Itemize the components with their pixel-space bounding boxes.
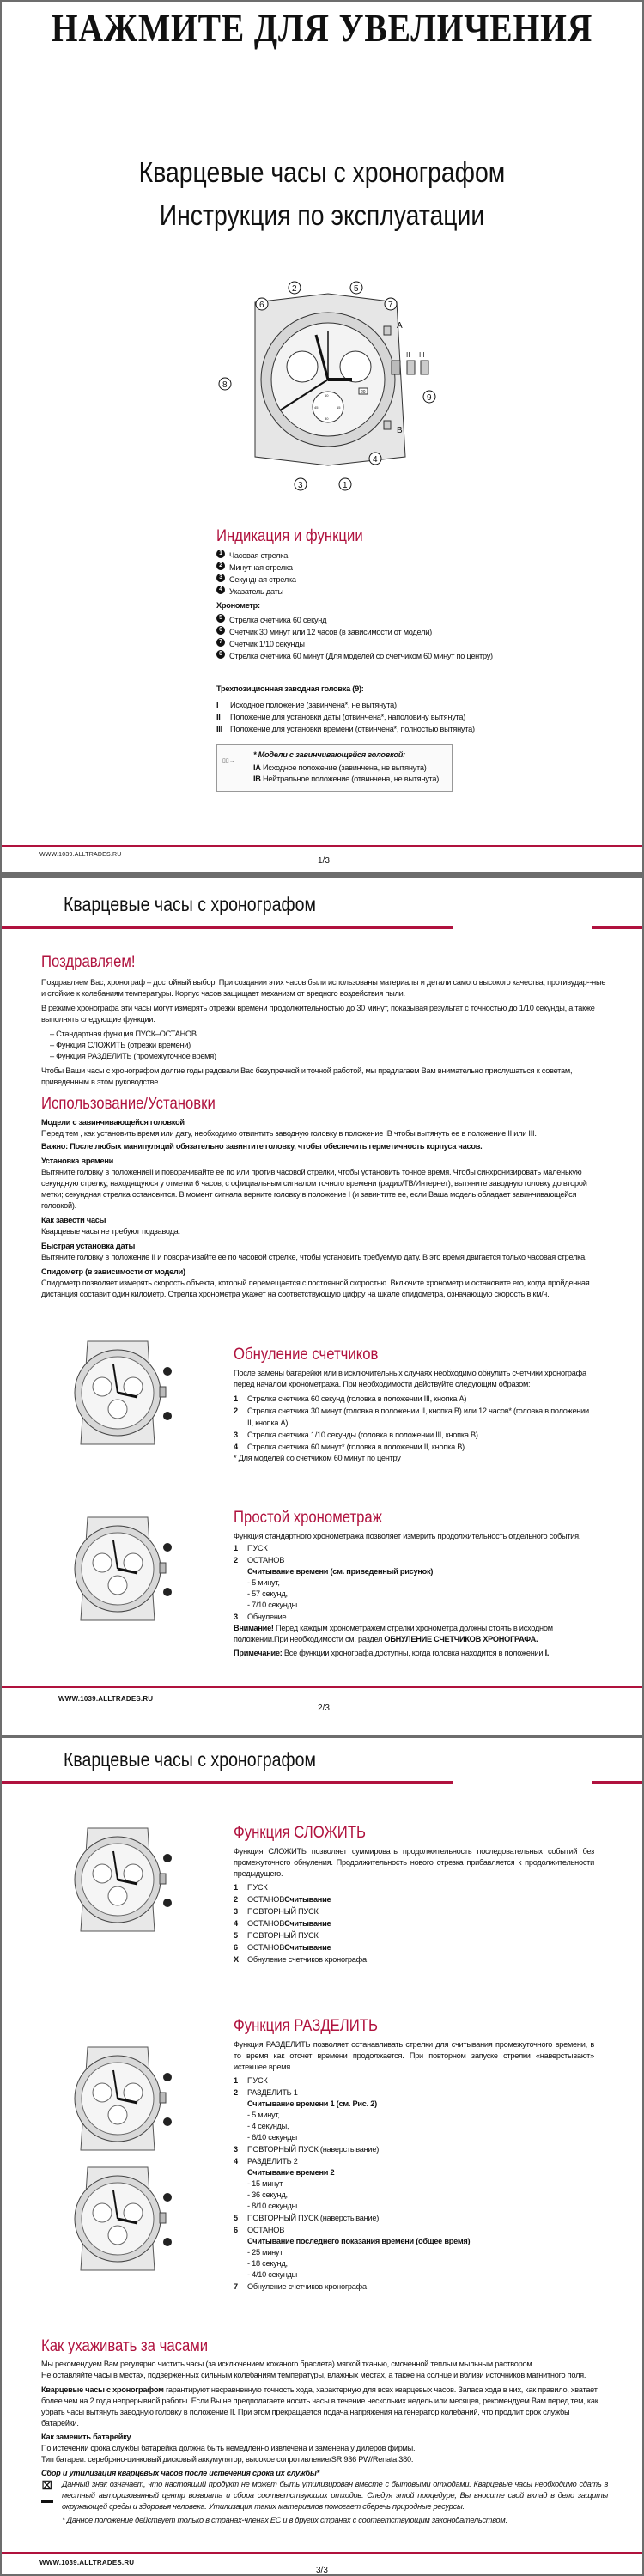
list-item: [216, 550, 543, 562]
footer-line: [2, 845, 642, 847]
crossed-bin-icon: ⊠: [41, 2479, 57, 2512]
item-number: 2: [234, 2088, 238, 2097]
list-item: [234, 1554, 594, 1566]
chrono-label: Хронометр:: [216, 601, 260, 610]
congrats-p1: Поздравляем Вас, хронограф – достойный выбор. При создании этих часов были использованы материалы и детали самого высокого качества, противудар--ные и стойкие к колебаниям температуры. Корпус часов защищает механизм от вредного воздействия пыли.: [41, 978, 606, 998]
item-number: II: [216, 713, 221, 721]
reading-block: [247, 2167, 594, 2212]
list-item: [234, 2143, 594, 2155]
list-item: [234, 1917, 594, 1929]
reading-value: - 4 секунды,: [247, 2122, 289, 2130]
item-number: 4: [234, 2157, 238, 2166]
list-item: [234, 1542, 594, 1554]
label-a: A: [397, 321, 403, 331]
item-number: 5: [216, 614, 225, 623]
list-item: [234, 1941, 594, 1953]
note-ib: IB Нейтральное положение (отвинчена, не вытянута): [253, 775, 440, 783]
header-bar-right: [592, 1781, 642, 1784]
page-2: [2, 878, 642, 1735]
item-text: Исходное положение (завинчена*, не вытянута): [230, 701, 397, 709]
list-item: [216, 614, 560, 626]
item-number: I: [216, 701, 219, 709]
item-number: 3: [234, 1907, 238, 1916]
item-number: 7: [216, 638, 225, 647]
simple-section: [234, 1509, 594, 1659]
item-number: 5: [234, 1931, 238, 1940]
item-number: 1: [234, 1544, 238, 1552]
reset-title: Обнуление счетчиков: [234, 1346, 379, 1364]
header-bar-right: [592, 926, 642, 929]
function-item: – Стандартная функция ПУСК–ОСТАНОВ: [50, 1030, 197, 1038]
step-row: 3 Обнуление: [234, 1613, 287, 1621]
svg-text:30: 30: [325, 416, 329, 421]
list-item: [216, 626, 560, 638]
reading-label: Считывание: [284, 1943, 331, 1952]
list-item: [234, 1429, 594, 1441]
crown-positions-icon: ▯▯→: [222, 758, 235, 764]
reading-value: - 57 секунд,: [247, 1589, 288, 1598]
page-header: Кварцевые часы с хронографом: [64, 893, 316, 915]
watch-illustration-simple: [53, 1513, 182, 1629]
item-number: 2: [234, 1895, 238, 1904]
date-title: Быстрая установка даты: [41, 1242, 136, 1250]
item-text: ПОВТОРНЫЙ ПУСК (наверстывание): [247, 2145, 380, 2154]
item-number: III: [216, 725, 222, 733]
label-2: 2: [292, 284, 297, 294]
time-text: Вытяните головку в положениеII и поворачивайте ее по или против часовой стрелки, чтобы установить точное время. Чтобы синхронизировать маленькую секундную стрелку, находящуюся у отметки 6 часов, с официальным сигналом точного времени (радио/ТВ/Интернет), вытяните заводную головку до второй метки; секундная стрелка остановится. В момент сигнала верните головку в положение I (и завинтите ее, если Ваша модель обладает завинчивающейся головкой).: [41, 1168, 587, 1210]
hands-list: [216, 550, 543, 598]
remark-text: Примечание: Все функции хронографа доступны, когда головка находится в положении I.: [234, 1649, 550, 1657]
list-item: [234, 1929, 594, 1941]
list-item: [234, 1953, 594, 1965]
footer-line: [2, 2552, 642, 2554]
item-number: X: [234, 1955, 239, 1964]
chrono-list: [216, 614, 560, 662]
page-number: 1/3: [318, 856, 330, 866]
item-number: 2: [234, 1406, 238, 1415]
list-item: [216, 562, 543, 574]
item-text: Секундная стрелка: [229, 575, 296, 584]
split-section: [234, 2017, 594, 2293]
label-3: 3: [298, 481, 303, 490]
reading-title: Считывание времени 1 (см. Рис. 2): [247, 2099, 377, 2108]
add-section: [234, 1824, 594, 1965]
congrats-p2: В режиме хронографа эти часы могут измерять отрезки времени продолжительностью до 30 минут, показывая результат с точностью до 1/10 секунды, а также выполнять следующие функции:: [41, 1004, 595, 1024]
list-item: [234, 2075, 594, 2087]
label-pos3: III: [419, 351, 425, 359]
simple-title: Простой хронометраж: [234, 1509, 382, 1527]
item-text: Стрелка счетчика 60 минут* (головка в положении II, кнопка B): [247, 1443, 465, 1451]
reset-steps: [234, 1393, 594, 1453]
label-7: 7: [388, 301, 393, 310]
item-number: 5: [234, 2214, 238, 2222]
item-text: ПУСК: [247, 1883, 268, 1892]
add-text: Функция СЛОЖИТЬ позволяет суммировать продолжительность последовательных событий без промежуточного обнуления. Продолжительность нового отрезка прибавляется к продолжительности предыдущего.: [234, 1847, 594, 1878]
item-text: РАЗДЕЛИТЬ 2: [247, 2157, 298, 2166]
reading-value: - 7/10 секунды: [247, 1601, 298, 1609]
svg-text:60: 60: [325, 393, 329, 398]
subdial-30min: [287, 351, 318, 382]
watch-diagram: [208, 259, 448, 500]
watch-illustration-split-1: [53, 2043, 182, 2159]
watch-drawing: [53, 1337, 182, 1449]
item-number: 4: [234, 1443, 238, 1451]
pusher-b: [384, 421, 391, 429]
header-bar: [2, 926, 453, 929]
item-number: 7: [234, 2282, 238, 2291]
doc-title: Кварцевые часы с хронографом: [138, 156, 506, 188]
screw-text: Перед тем , как установить время или дату, необходимо отвинтить заводную головку в положение IB чтобы вытянуть ее в положение II или III.: [41, 1129, 537, 1138]
split-text: Функция РАЗДЕЛИТЬ позволяет останавливать стрелки для считывания промежуточного времени, в то время как отсчет времени продолжается. При повторном запуске стрелки «наверстывают» истекшее время.: [234, 2040, 594, 2071]
reading-label: Считывание: [284, 1919, 331, 1928]
attention-text: Внимание! Перед каждым хронометражем стрелки хронометра должны стоять в исходном положении.При необходимости см. раздел ОБНУЛЕНИЕ СЧЕТЧИКОВ ХРОНОГРАФА.: [234, 1624, 553, 1643]
item-number: 6: [234, 1943, 238, 1952]
watch-drawing: [53, 2163, 182, 2275]
page-number: 3/3: [316, 2566, 328, 2575]
item-number: 1: [234, 2076, 238, 2085]
list-item: [216, 574, 543, 586]
reading-value: - 36 секунд,: [247, 2190, 288, 2199]
item-text: Стрелка счетчика 1/10 секунды (головка в положении III, кнопка B): [247, 1431, 478, 1439]
item-text: Указатель даты: [229, 587, 283, 596]
item-number: 1: [234, 1883, 238, 1892]
watch-illustration-split-2: [53, 2163, 182, 2279]
congrats-p3: Чтобы Ваши часы с хронографом долгие годы радовали Вас безупречной и точной работой, мы предлагаем Вам внимательно прислушаться к советам, приведенным в этом руководстве.: [41, 1066, 573, 1086]
list-item: [216, 586, 543, 598]
item-text: Счетчик 1/10 секунды: [229, 640, 305, 648]
item-number: 6: [234, 2226, 238, 2234]
recycle-note: * Данное положение действует только в странах-членах ЕС и в других странах с соответствующим законодательством.: [62, 2516, 507, 2524]
screw-crown-note: [216, 744, 453, 792]
item-text: Стрелка счетчика 30 минут (головка в положении II, кнопка B) или 12 часов* (головка в положении II, кнопка A): [247, 1406, 589, 1427]
item-text: ПУСК: [247, 1544, 268, 1552]
list-item: [234, 2212, 594, 2224]
section-title-indication: Индикация и функции: [216, 527, 363, 545]
list-item: [234, 1881, 594, 1893]
battery-p2: Тип батареи: серебряно-цинковый дисковый аккумулятор, высокое сопротивление/SR 936 PW/Renata 380.: [41, 2455, 414, 2464]
watch-drawing: [53, 2043, 182, 2154]
item-text: Обнуление счетчиков хронографа: [247, 1955, 367, 1964]
list-item: [234, 1405, 594, 1429]
item-number: 3: [234, 1431, 238, 1439]
wind-title: Как завести часы: [41, 1216, 106, 1224]
note-ia: IA Исходное положение (завинчена, не вытянута): [253, 763, 427, 772]
label-pos2: II: [406, 351, 410, 359]
screw-title: Модели с завинчивающейся головкой: [41, 1118, 185, 1127]
watch-illustration-add: [53, 1824, 182, 1940]
reset-text: После замены батарейки или в исключительных случаях необходимо обнулить счетчики хронографа перед началом хронометража. При необходимости действуйте следующим образом:: [234, 1369, 586, 1388]
item-text: Обнуление счетчиков хронографа: [247, 2282, 367, 2291]
usage-title: Использование/Установки: [41, 1095, 216, 1113]
item-number: 1: [234, 1394, 238, 1403]
simple-read: Считывание времени (см. приведенный рисунок): [247, 1567, 434, 1576]
item-text: Стрелка счетчика 60 секунд: [229, 616, 327, 624]
simple-values: [247, 1577, 594, 1611]
item-text: РАЗДЕЛИТЬ 1: [247, 2088, 298, 2097]
battery-title: Как заменить батарейку: [41, 2433, 131, 2441]
svg-text:45: 45: [314, 405, 319, 410]
item-number: 4: [234, 1919, 238, 1928]
watch-drawing: [53, 1824, 182, 1935]
item-number: 8: [216, 650, 225, 659]
reading-block: [247, 2236, 594, 2281]
item-number: 3: [216, 574, 225, 582]
item-text: ОСТАНОВ: [247, 1895, 285, 1904]
page-1: [2, 2, 642, 872]
recycle-title: Сбор и утилизация кварцевых часов после истечения срока их службы*: [41, 2469, 319, 2477]
reading-value: - 5 минут,: [247, 2111, 280, 2119]
item-number: 3: [234, 2145, 238, 2154]
item-number: 2: [234, 1556, 238, 1564]
add-steps: [234, 1881, 594, 1965]
reading-label: Считывание: [284, 1895, 331, 1904]
list-item: [234, 2155, 594, 2167]
footer-url[interactable]: WWW.1039.ALLTRADES.RU: [58, 1695, 154, 1703]
doc-subtitle: Инструкция по эксплуатации: [159, 199, 485, 231]
reading-value: - 8/10 секунды: [247, 2202, 298, 2210]
header-bar: [2, 1781, 453, 1784]
list-item: [234, 2281, 594, 2293]
list-item: [216, 699, 560, 711]
add-title: Функция СЛОЖИТЬ: [234, 1824, 367, 1842]
reading-title: Считывание последнего показания времени (общее время): [247, 2237, 471, 2245]
reading-value: - 25 минут,: [247, 2248, 284, 2257]
item-text: ОСТАНОВ: [247, 1556, 285, 1564]
watch-illustration-reset: [53, 1337, 182, 1453]
item-number: 6: [216, 626, 225, 635]
simple-steps: [234, 1542, 594, 1566]
page-3: [2, 1738, 642, 2574]
time-title: Установка времени: [41, 1157, 114, 1165]
crown: [392, 361, 400, 374]
label-6: 6: [259, 301, 264, 310]
list-item: [234, 2224, 594, 2236]
zoom-banner[interactable]: НАЖМИТЕ ДЛЯ УВЕЛИЧЕНИЯ: [51, 6, 593, 50]
page-number: 2/3: [318, 1704, 330, 1713]
care-section: [41, 2337, 608, 2526]
list-item: [234, 1393, 594, 1405]
item-text: ПОВТОРНЫЙ ПУСК: [247, 1931, 319, 1940]
reset-section: [234, 1346, 594, 1464]
label-5: 5: [354, 284, 359, 294]
note-title: * Модели с завинчивающейся головкой:: [253, 750, 405, 759]
footer-url[interactable]: WWW.1039.ALLTRADES.RU: [39, 2559, 135, 2567]
simple-text: Функция стандартного хронометража позволяет измерить продолжительность отдельного события.: [234, 1532, 581, 1540]
item-text: Стрелка счетчика 60 минут (Для моделей со счетчиком 60 минут по центру): [229, 652, 493, 660]
item-text: Положение для установки даты (отвинчена*, наполовину вытянута): [230, 713, 466, 721]
crown-list: [216, 699, 560, 735]
item-text: Минутная стрелка: [229, 563, 293, 572]
list-item: [234, 1441, 594, 1453]
split-steps: [234, 2075, 594, 2293]
item-text: ОСТАНОВ: [247, 2226, 285, 2234]
function-item: – Функция СЛОЖИТЬ (отрезки времени): [50, 1041, 191, 1049]
list-item: [216, 723, 560, 735]
care-p1: Мы рекомендуем Вам регулярно чистить часы (за исключением кожаного браслета) мягкой тканью, смоченной теплым мыльным раствором.: [41, 2360, 534, 2368]
battery-p1: По истечении срока службы батарейка должна быть немедленно извлечена и заменена у дилеров фирмы.: [41, 2444, 416, 2452]
item-text: ОСТАНОВ: [247, 1943, 285, 1952]
congrats-title: Поздравляем!: [41, 953, 136, 971]
reading-title: Считывание времени 2: [247, 2168, 335, 2177]
care-p2: Не оставляйте часы в местах, подверженных сильным колебаниям температуры, влажных местах, а также на солнце и вблизи источников магнитного поля.: [41, 2371, 586, 2379]
watch-drawing: [53, 1513, 182, 1625]
important-text: Важно: После любых манипуляций обязательно завинтите головку, чтобы обеспечить герметичность корпуса часов.: [41, 1142, 483, 1151]
pusher-a: [384, 326, 391, 335]
list-item: [234, 1905, 594, 1917]
list-item: [234, 2087, 594, 2099]
subdial-tenth: [340, 351, 371, 382]
item-number: 1: [216, 550, 225, 558]
label-8: 8: [222, 380, 228, 390]
footer-url[interactable]: WWW.1039.ALLTRADES.RU: [39, 852, 122, 858]
crown-title: Трехпозиционная заводная головка (9):: [216, 684, 364, 693]
reading-block: [247, 2099, 594, 2143]
reading-value: - 4/10 секунды: [247, 2270, 298, 2279]
item-text: ПОВТОРНЫЙ ПУСК: [247, 1907, 319, 1916]
split-title: Функция РАЗДЕЛИТЬ: [234, 2017, 378, 2035]
reading-value: - 15 минут,: [247, 2179, 284, 2188]
reading-value: - 5 минут,: [247, 1578, 280, 1587]
svg-text:15: 15: [337, 405, 341, 410]
item-number: 2: [216, 562, 225, 570]
recycle-text: Данный знак означает, что настоящий продукт не может быть утилизирован вместе с бытовыми отходами. Кварцевые часы необходимо сдать в местный авторизованный центр возврата и сбора соответствующих отходов. Следуя этой процедуре, Вы вносите свой вклад в дело защиты окружающей среды и здоровья человека. Утилизация таких материалов помогает сберечь природные ресурсы.: [62, 2480, 608, 2511]
congrats-section: [41, 953, 608, 1300]
list-item: [216, 650, 560, 662]
item-text: ПОВТОРНЫЙ ПУСК (наверстывание): [247, 2214, 380, 2222]
list-item: [216, 638, 560, 650]
item-number: 4: [216, 586, 225, 594]
item-text: ОСТАНОВ: [247, 1919, 285, 1928]
footer-line: [2, 1686, 642, 1688]
reading-value: - 18 секунд,: [247, 2259, 288, 2268]
care-title: Как ухаживать за часами: [41, 2337, 209, 2355]
wind-text: Кварцевые часы не требуют подзавода.: [41, 1227, 180, 1236]
reset-note: * Для моделей со счетчиком 60 минут по центру: [234, 1454, 401, 1462]
date-text: Вытяните головку в положение II и поворачивайте ее по часовой стрелке, чтобы установить требуемую дату. В это время двигается только часовая стрелка.: [41, 1253, 587, 1261]
reading-value: - 6/10 секунды: [247, 2133, 298, 2142]
item-text: Положение для установки времени (отвинчена*, полностью вытянута): [230, 725, 475, 733]
svg-text:20: 20: [361, 390, 366, 395]
page-header: Кварцевые часы с хронографом: [64, 1748, 316, 1771]
functions-list: [50, 1029, 608, 1062]
item-text: Счетчик 30 минут или 12 часов (в зависимости от модели): [229, 628, 432, 636]
speed-title: Спидометр (в зависимости от модели): [41, 1267, 185, 1276]
quartz-text: Кварцевые часы с хронографом гарантируют несравненную точность хода, характерную для всех кварцевых часов. Запаса хода в них, как правило, хватает более чем на 2 года непрерывной работы. Если Вы не предполагаете носить часы в течение нескольких недель или месяцев, рекомендуем Вам перед тем, как убрать часы вытянуть заводную головку в положение II. При этом прекращается подача напряжения на генератор колебаний, что продлит срок службы батарейки.: [41, 2385, 598, 2427]
speed-text: Спидометр позволяет измерять скорость объекта, который перемещается с постоянной скоростью. Включите хронометр и остановите его, когда пройденная дистанция составит один километр. Стрелка хронометра укажет на соответствующую цифру на шкале спидометра, означающую скорость в км/ч.: [41, 1279, 590, 1298]
item-text: Стрелка счетчика 60 секунд (головка в положении III, кнопка A): [247, 1394, 467, 1403]
label-b: B: [397, 426, 403, 435]
label-9: 9: [427, 393, 432, 403]
item-text: Часовая стрелка: [229, 551, 289, 560]
item-text: ПУСК: [247, 2076, 268, 2085]
function-item: – Функция РАЗДЕЛИТЬ (промежуточное время): [50, 1052, 216, 1060]
list-item: [216, 711, 560, 723]
label-4: 4: [373, 455, 378, 465]
list-item: [234, 1893, 594, 1905]
label-1: 1: [343, 481, 348, 490]
